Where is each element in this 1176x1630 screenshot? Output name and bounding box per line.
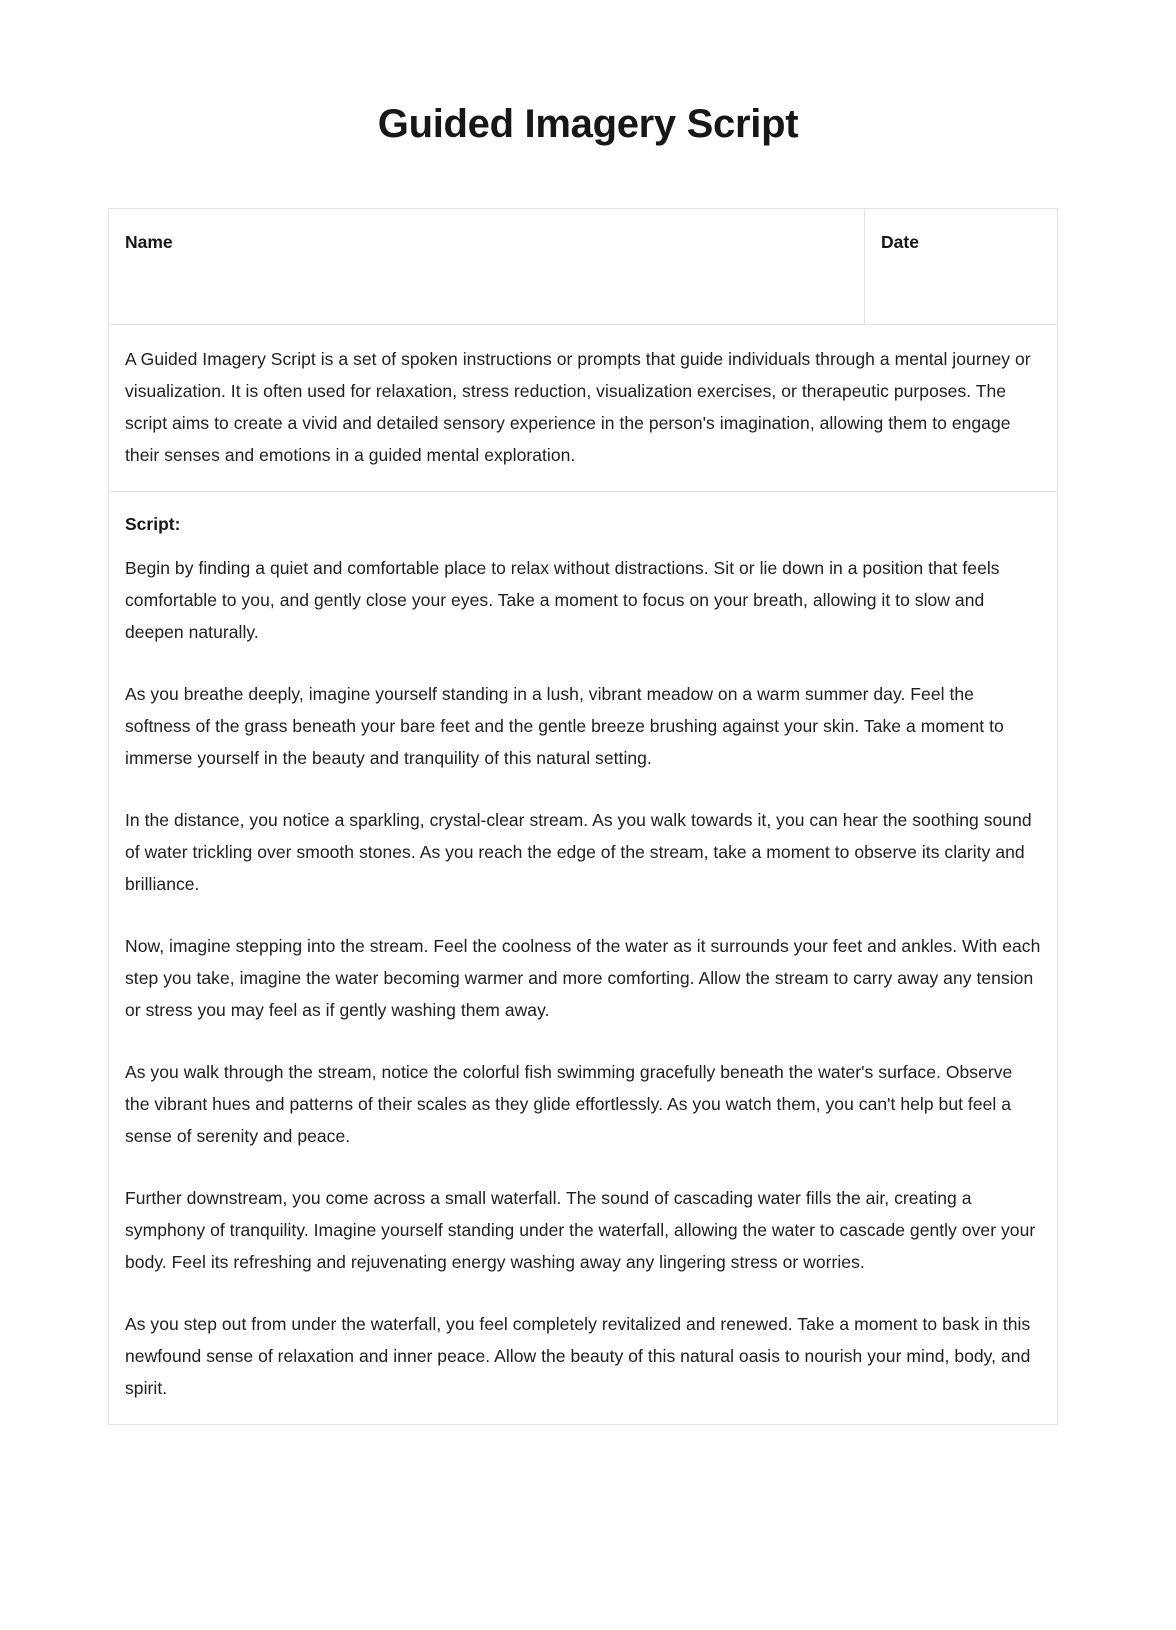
page-title: Guided Imagery Script	[377, 102, 799, 146]
script-paragraph: Now, imagine stepping into the stream. Feel the coolness of the water as it surrounds your feet and ankles. With each step you take, imagine the water becoming warmer and more comforting. Allow the stream to carry away any tension or stress you may feel as if gently washing them away.	[125, 935, 1041, 1020]
script-paragraph: Further downstream, you come across a small waterfall. The sound of cascading water fills the air, creating a symphony of tranquility. Imagine yourself standing under the waterfall, allowing the water to cascade gently over your body. Feel its refreshing and rejuvenating energy washing away any lingering stress or worries.	[125, 1188, 1036, 1273]
script-paragraph: As you breathe deeply, imagine yourself standing in a lush, vibrant meadow on a warm summer day. Feel the softness of the grass beneath your bare feet and the gentle breeze brushing against your skin. Take a moment to immerse yourself in the beauty and tranquility of this natural setting.	[125, 683, 1004, 768]
form-table	[108, 208, 1058, 1425]
script-paragraphs	[125, 546, 1041, 1404]
script-paragraph: Begin by finding a quiet and comfortable place to relax without distractions. Sit or lie down in a position that feels comfortable to you, and gently close your eyes. Take a moment to focus on your breath, allowing it to slow and deepen naturally.	[125, 557, 1000, 642]
name-label: Name	[125, 232, 173, 252]
script-paragraph: As you walk through the stream, notice the colorful fish swimming gracefully beneath the water's surface. Observe the vibrant hues and patterns of their scales as they glide effortlessly. As you watch them, you can't help but feel a sense of serenity and peace.	[125, 1062, 1013, 1147]
name-field-cell[interactable]	[109, 209, 865, 324]
name-date-row	[109, 209, 1057, 325]
name-input-area[interactable]	[125, 254, 848, 278]
script-row	[109, 492, 1057, 1425]
intro-row	[109, 325, 1057, 492]
date-label: Date	[881, 232, 919, 252]
date-field-cell[interactable]	[865, 209, 1057, 324]
script-paragraph: In the distance, you notice a sparkling, crystal-clear stream. As you walk towards it, you can hear the soothing sound of water trickling over smooth stones. As you reach the edge of the stream, take a moment to observe its clarity and brilliance.	[125, 809, 1032, 894]
date-input-area[interactable]	[881, 254, 1041, 278]
script-heading: Script:	[125, 513, 181, 534]
script-paragraph: As you step out from under the waterfall, you feel completely revitalized and renewed. Take a moment to bask in this newfound sense of relaxation and inner peace. Allow the beauty of this natural oasis to nourish your mind, body, and spirit.	[125, 1314, 1031, 1399]
intro-description: A Guided Imagery Script is a set of spoken instructions or prompts that guide individuals through a mental journey or visualization. It is often used for relaxation, stress reduction, visualization exercises, or therapeutic purposes. The script aims to create a vivid and detailed sensory experience in the person's imagination, allowing them to engage their senses and emotions in a guided mental exploration.	[125, 348, 1031, 465]
